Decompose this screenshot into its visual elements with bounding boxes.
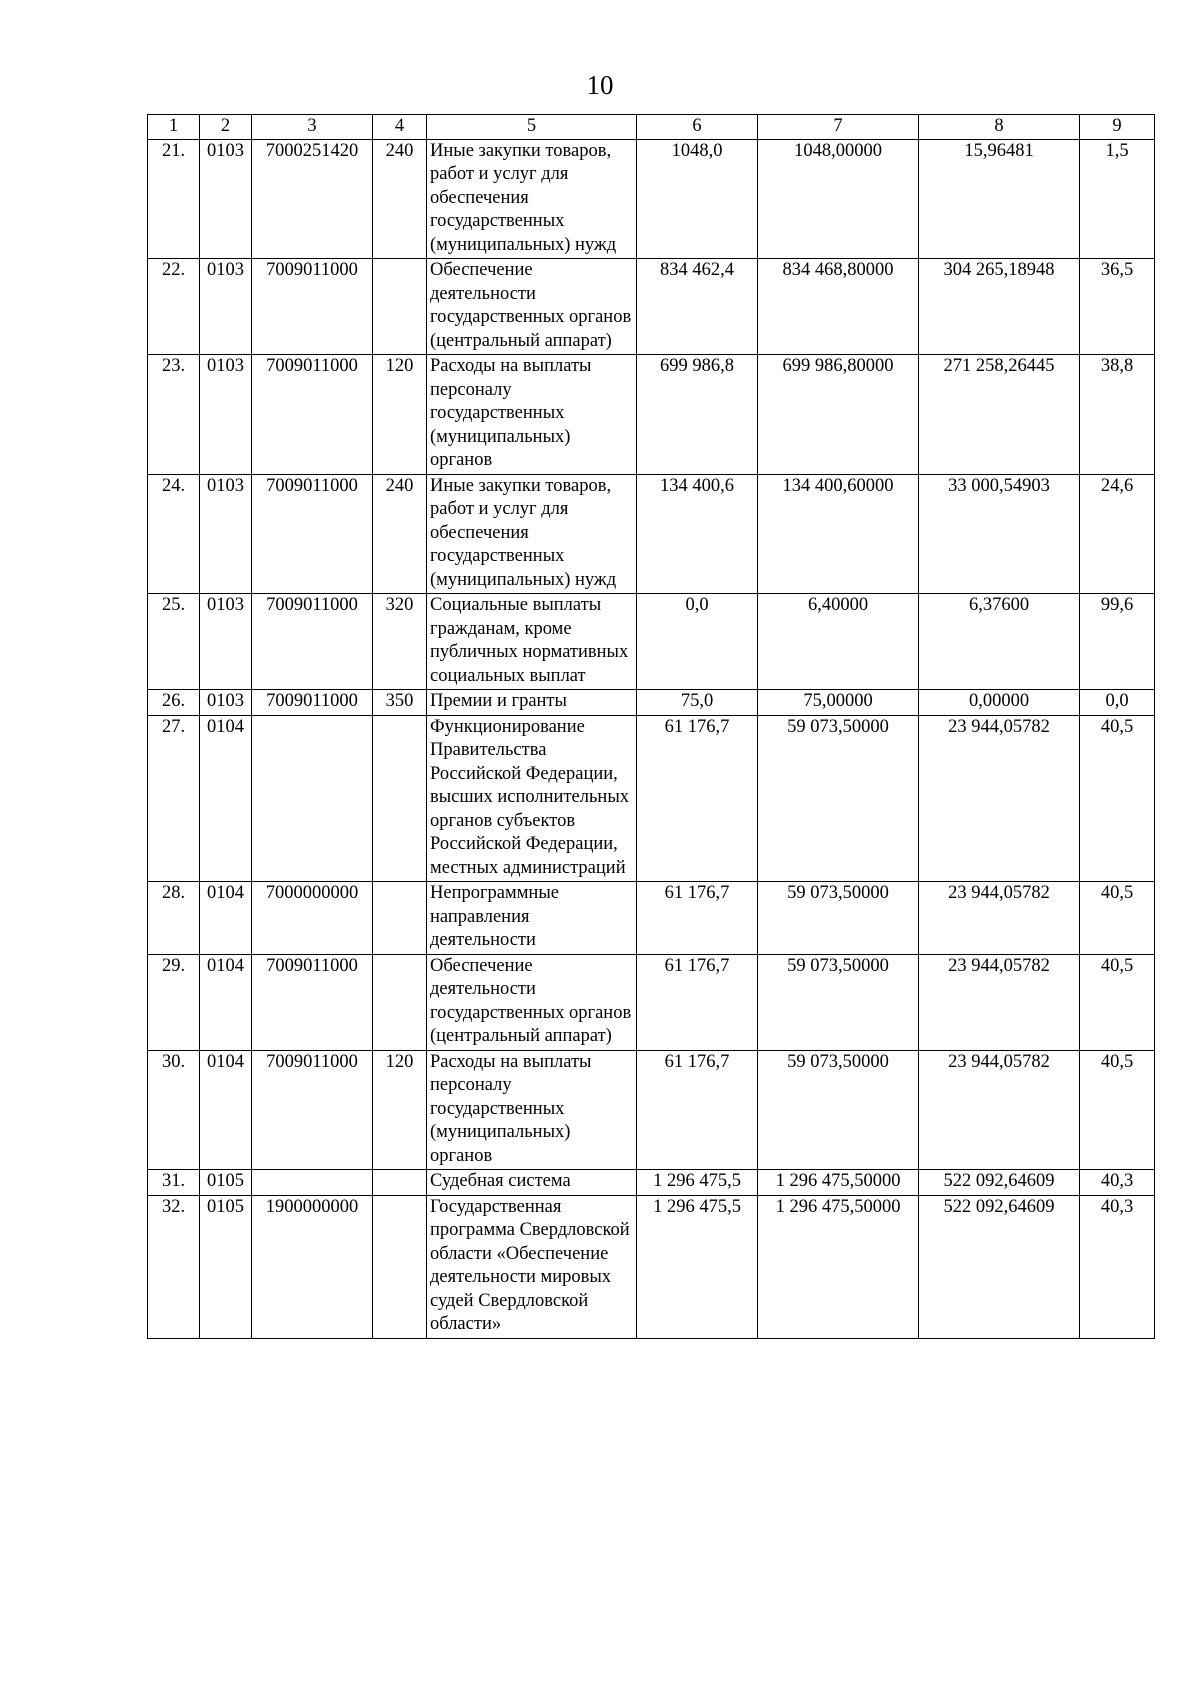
header-col-5: 5 — [427, 115, 637, 140]
value-col-6: 61 176,7 — [637, 1050, 758, 1170]
section-code: 0104 — [200, 882, 252, 955]
table-row — [148, 690, 1155, 716]
value-col-9: 0,0 — [1080, 690, 1155, 716]
value-col-7: 59 073,50000 — [758, 882, 919, 955]
value-col-8: 15,96481 — [919, 139, 1080, 259]
value-col-6: 61 176,7 — [637, 882, 758, 955]
section-code: 0104 — [200, 715, 252, 882]
table-row — [148, 1195, 1155, 1338]
value-col-6: 134 400,6 — [637, 474, 758, 594]
value-col-7: 59 073,50000 — [758, 1050, 919, 1170]
expense-name: Социальные выплаты гражданам, кроме публичных нормативных социальных выплат — [427, 594, 637, 690]
target-article-code: 7009011000 — [252, 355, 373, 475]
expense-type-code: 350 — [373, 690, 427, 716]
table-row — [148, 954, 1155, 1050]
value-col-7: 834 468,80000 — [758, 259, 919, 355]
expense-name: Обеспечение деятельности государственных органов (центральный аппарат) — [427, 259, 637, 355]
value-col-9: 40,5 — [1080, 882, 1155, 955]
value-col-6: 699 986,8 — [637, 355, 758, 475]
row-number: 22. — [148, 259, 200, 355]
value-col-6: 1 296 475,5 — [637, 1195, 758, 1338]
value-col-6: 61 176,7 — [637, 715, 758, 882]
target-article-code: 7009011000 — [252, 954, 373, 1050]
target-article-code: 7000000000 — [252, 882, 373, 955]
header-col-7: 7 — [758, 115, 919, 140]
value-col-7: 75,00000 — [758, 690, 919, 716]
value-col-9: 24,6 — [1080, 474, 1155, 594]
value-col-6: 1048,0 — [637, 139, 758, 259]
value-col-8: 271 258,26445 — [919, 355, 1080, 475]
row-number: 25. — [148, 594, 200, 690]
row-number: 28. — [148, 882, 200, 955]
expense-type-code: 120 — [373, 1050, 427, 1170]
target-article-code: 7009011000 — [252, 474, 373, 594]
expense-name: Иные закупки товаров, работ и услуг для обеспечения государственных (муниципальных) нужд — [427, 474, 637, 594]
header-col-4: 4 — [373, 115, 427, 140]
expense-type-code — [373, 1170, 427, 1196]
value-col-9: 40,5 — [1080, 954, 1155, 1050]
header-col-3: 3 — [252, 115, 373, 140]
header-col-6: 6 — [637, 115, 758, 140]
value-col-7: 59 073,50000 — [758, 715, 919, 882]
value-col-6: 1 296 475,5 — [637, 1170, 758, 1196]
row-number: 26. — [148, 690, 200, 716]
row-number: 27. — [148, 715, 200, 882]
table-row — [148, 715, 1155, 882]
expense-name: Иные закупки товаров, работ и услуг для обеспечения государственных (муниципальных) нужд — [427, 139, 637, 259]
section-code: 0105 — [200, 1195, 252, 1338]
target-article-code — [252, 715, 373, 882]
table-row — [148, 1050, 1155, 1170]
row-number: 23. — [148, 355, 200, 475]
expense-type-code: 240 — [373, 474, 427, 594]
value-col-9: 40,5 — [1080, 1050, 1155, 1170]
table-row — [148, 139, 1155, 259]
expense-name: Функционирование Правительства Российской Федерации, высших исполнительных органов субъектов Российской Федерации, местных администраций — [427, 715, 637, 882]
value-col-7: 6,40000 — [758, 594, 919, 690]
header-col-9: 9 — [1080, 115, 1155, 140]
value-col-8: 522 092,64609 — [919, 1170, 1080, 1196]
section-code: 0103 — [200, 690, 252, 716]
value-col-6: 834 462,4 — [637, 259, 758, 355]
section-code: 0103 — [200, 355, 252, 475]
value-col-8: 6,37600 — [919, 594, 1080, 690]
target-article-code: 7009011000 — [252, 690, 373, 716]
section-code: 0103 — [200, 139, 252, 259]
expense-type-code — [373, 882, 427, 955]
budget-table — [147, 114, 1155, 1339]
row-number: 32. — [148, 1195, 200, 1338]
section-code: 0103 — [200, 594, 252, 690]
value-col-9: 40,5 — [1080, 715, 1155, 882]
section-code: 0104 — [200, 1050, 252, 1170]
table-row — [148, 882, 1155, 955]
value-col-9: 38,8 — [1080, 355, 1155, 475]
target-article-code: 7000251420 — [252, 139, 373, 259]
expense-type-code — [373, 1195, 427, 1338]
row-number: 21. — [148, 139, 200, 259]
row-number: 31. — [148, 1170, 200, 1196]
value-col-9: 40,3 — [1080, 1195, 1155, 1338]
expense-type-code: 240 — [373, 139, 427, 259]
value-col-9: 36,5 — [1080, 259, 1155, 355]
page-number: 10 — [586, 70, 614, 100]
value-col-8: 23 944,05782 — [919, 715, 1080, 882]
value-col-6: 61 176,7 — [637, 954, 758, 1050]
target-article-code: 7009011000 — [252, 259, 373, 355]
section-code: 0103 — [200, 259, 252, 355]
expense-type-code — [373, 715, 427, 882]
value-col-8: 33 000,54903 — [919, 474, 1080, 594]
value-col-7: 134 400,60000 — [758, 474, 919, 594]
target-article-code: 1900000000 — [252, 1195, 373, 1338]
header-col-8: 8 — [919, 115, 1080, 140]
value-col-9: 40,3 — [1080, 1170, 1155, 1196]
header-col-1: 1 — [148, 115, 200, 140]
header-row — [148, 115, 1155, 140]
expense-name: Государственная программа Свердловской области «Обеспечение деятельности мировых судей Свердловской области» — [427, 1195, 637, 1338]
expense-name: Судебная система — [427, 1170, 637, 1196]
value-col-8: 0,00000 — [919, 690, 1080, 716]
target-article-code — [252, 1170, 373, 1196]
expense-type-code: 320 — [373, 594, 427, 690]
expense-type-code: 120 — [373, 355, 427, 475]
value-col-6: 0,0 — [637, 594, 758, 690]
header-col-2: 2 — [200, 115, 252, 140]
value-col-7: 1048,00000 — [758, 139, 919, 259]
expense-name: Премии и гранты — [427, 690, 637, 716]
expense-type-code — [373, 259, 427, 355]
expense-name: Непрограммные направления деятельности — [427, 882, 637, 955]
value-col-7: 59 073,50000 — [758, 954, 919, 1050]
target-article-code: 7009011000 — [252, 1050, 373, 1170]
value-col-9: 1,5 — [1080, 139, 1155, 259]
row-number: 29. — [148, 954, 200, 1050]
value-col-8: 23 944,05782 — [919, 882, 1080, 955]
value-col-7: 699 986,80000 — [758, 355, 919, 475]
table-row — [148, 259, 1155, 355]
table-row — [148, 594, 1155, 690]
value-col-7: 1 296 475,50000 — [758, 1170, 919, 1196]
table-row — [148, 1170, 1155, 1196]
expense-name: Обеспечение деятельности государственных органов (центральный аппарат) — [427, 954, 637, 1050]
value-col-8: 23 944,05782 — [919, 954, 1080, 1050]
table-row — [148, 474, 1155, 594]
expense-name: Расходы на выплаты персоналу государственных (муниципальных) органов — [427, 1050, 637, 1170]
value-col-8: 304 265,18948 — [919, 259, 1080, 355]
expense-type-code — [373, 954, 427, 1050]
expense-name: Расходы на выплаты персоналу государственных (муниципальных) органов — [427, 355, 637, 475]
table-row — [148, 355, 1155, 475]
section-code: 0104 — [200, 954, 252, 1050]
value-col-6: 75,0 — [637, 690, 758, 716]
section-code: 0105 — [200, 1170, 252, 1196]
value-col-7: 1 296 475,50000 — [758, 1195, 919, 1338]
value-col-8: 522 092,64609 — [919, 1195, 1080, 1338]
row-number: 24. — [148, 474, 200, 594]
target-article-code: 7009011000 — [252, 594, 373, 690]
row-number: 30. — [148, 1050, 200, 1170]
value-col-9: 99,6 — [1080, 594, 1155, 690]
section-code: 0103 — [200, 474, 252, 594]
value-col-8: 23 944,05782 — [919, 1050, 1080, 1170]
